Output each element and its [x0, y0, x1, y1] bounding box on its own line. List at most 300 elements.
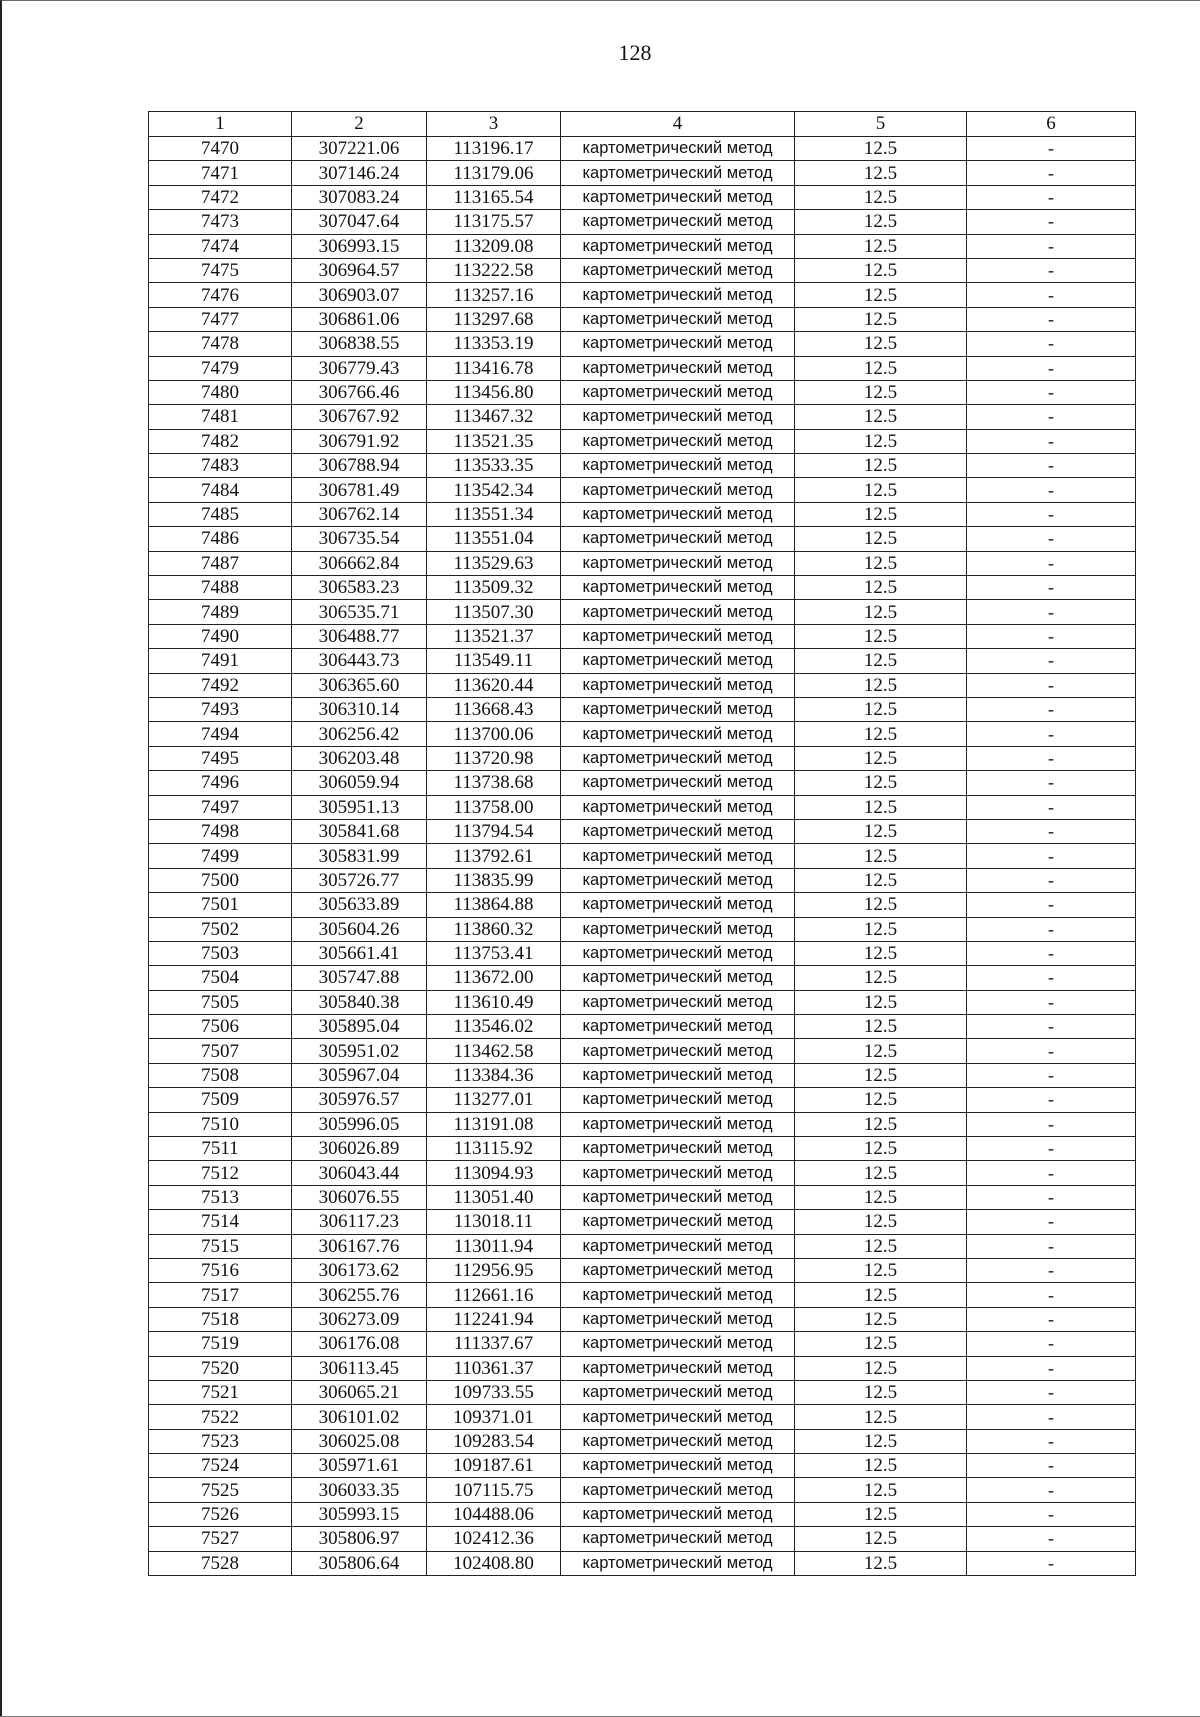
- note-cell: -: [967, 258, 1136, 282]
- x-coordinate-cell: 305604.26: [292, 917, 427, 941]
- y-coordinate-cell: 113507.30: [427, 600, 561, 624]
- method-cell: картометрический метод: [561, 1332, 795, 1356]
- table-row: [149, 1551, 1136, 1575]
- point-number-cell: 7495: [149, 746, 292, 770]
- method-cell: картометрический метод: [561, 673, 795, 697]
- table-row: [149, 1161, 1136, 1185]
- y-coordinate-cell: 113297.68: [427, 307, 561, 331]
- table-row: [149, 1405, 1136, 1429]
- accuracy-cell: 12.5: [795, 258, 967, 282]
- table-row: [149, 1039, 1136, 1063]
- method-cell: картометрический метод: [561, 722, 795, 746]
- y-coordinate-cell: 113018.11: [427, 1210, 561, 1234]
- note-cell: -: [967, 185, 1136, 209]
- table-row: [149, 673, 1136, 697]
- y-coordinate-cell: 113794.54: [427, 819, 561, 843]
- point-number-cell: 7478: [149, 332, 292, 356]
- note-cell: -: [967, 1527, 1136, 1551]
- table-row: [149, 185, 1136, 209]
- method-cell: картометрический метод: [561, 210, 795, 234]
- y-coordinate-cell: 113165.54: [427, 185, 561, 209]
- x-coordinate-cell: 306535.71: [292, 600, 427, 624]
- table-row: [149, 307, 1136, 331]
- y-coordinate-cell: 113467.32: [427, 405, 561, 429]
- note-cell: -: [967, 1502, 1136, 1526]
- method-cell: картометрический метод: [561, 137, 795, 161]
- note-cell: -: [967, 454, 1136, 478]
- x-coordinate-cell: 306273.09: [292, 1307, 427, 1331]
- table-row: [149, 990, 1136, 1014]
- x-coordinate-cell: 305633.89: [292, 893, 427, 917]
- accuracy-cell: 12.5: [795, 210, 967, 234]
- y-coordinate-cell: 113521.35: [427, 429, 561, 453]
- y-coordinate-cell: 113720.98: [427, 746, 561, 770]
- point-number-cell: 7512: [149, 1161, 292, 1185]
- note-cell: -: [967, 795, 1136, 819]
- method-cell: картометрический метод: [561, 1063, 795, 1087]
- accuracy-cell: 12.5: [795, 1307, 967, 1331]
- table-row: [149, 697, 1136, 721]
- accuracy-cell: 12.5: [795, 454, 967, 478]
- note-cell: -: [967, 1234, 1136, 1258]
- y-coordinate-cell: 113620.44: [427, 673, 561, 697]
- note-cell: -: [967, 332, 1136, 356]
- y-coordinate-cell: 113094.93: [427, 1161, 561, 1185]
- method-cell: картометрический метод: [561, 1137, 795, 1161]
- note-cell: -: [967, 1258, 1136, 1282]
- point-number-cell: 7471: [149, 161, 292, 185]
- x-coordinate-cell: 306861.06: [292, 307, 427, 331]
- note-cell: -: [967, 380, 1136, 404]
- table-row: [149, 1527, 1136, 1551]
- table-row: [149, 600, 1136, 624]
- table-row: [149, 1015, 1136, 1039]
- point-number-cell: 7513: [149, 1185, 292, 1209]
- x-coordinate-cell: 306173.62: [292, 1258, 427, 1282]
- method-cell: картометрический метод: [561, 1185, 795, 1209]
- note-cell: -: [967, 819, 1136, 843]
- accuracy-cell: 12.5: [795, 161, 967, 185]
- point-number-cell: 7496: [149, 771, 292, 795]
- note-cell: -: [967, 551, 1136, 575]
- accuracy-cell: 12.5: [795, 185, 967, 209]
- method-cell: картометрический метод: [561, 1405, 795, 1429]
- x-coordinate-cell: 307221.06: [292, 137, 427, 161]
- accuracy-cell: 12.5: [795, 1185, 967, 1209]
- table-row: [149, 283, 1136, 307]
- x-coordinate-cell: 305841.68: [292, 819, 427, 843]
- x-coordinate-cell: 305967.04: [292, 1063, 427, 1087]
- table-row: [149, 1063, 1136, 1087]
- table-row: [149, 1185, 1136, 1209]
- point-number-cell: 7470: [149, 137, 292, 161]
- note-cell: -: [967, 502, 1136, 526]
- coordinates-table: [148, 111, 1136, 1576]
- point-number-cell: 7499: [149, 844, 292, 868]
- table-row: [149, 1380, 1136, 1404]
- method-cell: картометрический метод: [561, 576, 795, 600]
- point-number-cell: 7472: [149, 185, 292, 209]
- method-cell: картометрический метод: [561, 478, 795, 502]
- point-number-cell: 7494: [149, 722, 292, 746]
- x-coordinate-cell: 305747.88: [292, 966, 427, 990]
- y-coordinate-cell: 109733.55: [427, 1380, 561, 1404]
- point-number-cell: 7503: [149, 941, 292, 965]
- note-cell: -: [967, 307, 1136, 331]
- point-number-cell: 7488: [149, 576, 292, 600]
- point-number-cell: 7501: [149, 893, 292, 917]
- note-cell: -: [967, 771, 1136, 795]
- y-coordinate-cell: 109371.01: [427, 1405, 561, 1429]
- accuracy-cell: 12.5: [795, 356, 967, 380]
- point-number-cell: 7492: [149, 673, 292, 697]
- x-coordinate-cell: 307146.24: [292, 161, 427, 185]
- accuracy-cell: 12.5: [795, 283, 967, 307]
- point-number-cell: 7483: [149, 454, 292, 478]
- note-cell: -: [967, 1039, 1136, 1063]
- y-coordinate-cell: 113668.43: [427, 697, 561, 721]
- table-header-row: [149, 112, 1136, 137]
- x-coordinate-cell: 306176.08: [292, 1332, 427, 1356]
- x-coordinate-cell: 306365.60: [292, 673, 427, 697]
- y-coordinate-cell: 113011.94: [427, 1234, 561, 1258]
- method-cell: картометрический метод: [561, 283, 795, 307]
- accuracy-cell: 12.5: [795, 1502, 967, 1526]
- x-coordinate-cell: 306735.54: [292, 527, 427, 551]
- column-header: 3: [427, 112, 561, 137]
- y-coordinate-cell: 113753.41: [427, 941, 561, 965]
- point-number-cell: 7498: [149, 819, 292, 843]
- method-cell: картометрический метод: [561, 1356, 795, 1380]
- x-coordinate-cell: 306766.46: [292, 380, 427, 404]
- method-cell: картометрический метод: [561, 1234, 795, 1258]
- table-row: [149, 478, 1136, 502]
- method-cell: картометрический метод: [561, 868, 795, 892]
- y-coordinate-cell: 113416.78: [427, 356, 561, 380]
- table-row: [149, 771, 1136, 795]
- note-cell: -: [967, 990, 1136, 1014]
- accuracy-cell: 12.5: [795, 576, 967, 600]
- accuracy-cell: 12.5: [795, 746, 967, 770]
- y-coordinate-cell: 113758.00: [427, 795, 561, 819]
- point-number-cell: 7518: [149, 1307, 292, 1331]
- table-row: [149, 454, 1136, 478]
- y-coordinate-cell: 102412.36: [427, 1527, 561, 1551]
- table-row: [149, 1332, 1136, 1356]
- x-coordinate-cell: 305996.05: [292, 1112, 427, 1136]
- accuracy-cell: 12.5: [795, 478, 967, 502]
- accuracy-cell: 12.5: [795, 844, 967, 868]
- column-header: 4: [561, 112, 795, 137]
- point-number-cell: 7520: [149, 1356, 292, 1380]
- point-number-cell: 7508: [149, 1063, 292, 1087]
- y-coordinate-cell: 112956.95: [427, 1258, 561, 1282]
- table-row: [149, 966, 1136, 990]
- accuracy-cell: 12.5: [795, 649, 967, 673]
- note-cell: -: [967, 1283, 1136, 1307]
- x-coordinate-cell: 306443.73: [292, 649, 427, 673]
- note-cell: -: [967, 478, 1136, 502]
- note-cell: -: [967, 1405, 1136, 1429]
- note-cell: -: [967, 1551, 1136, 1575]
- x-coordinate-cell: 305726.77: [292, 868, 427, 892]
- method-cell: картометрический метод: [561, 161, 795, 185]
- method-cell: картометрический метод: [561, 624, 795, 648]
- column-header: 5: [795, 112, 967, 137]
- method-cell: картометрический метод: [561, 600, 795, 624]
- point-number-cell: 7507: [149, 1039, 292, 1063]
- x-coordinate-cell: 306203.48: [292, 746, 427, 770]
- accuracy-cell: 12.5: [795, 429, 967, 453]
- accuracy-cell: 12.5: [795, 941, 967, 965]
- accuracy-cell: 12.5: [795, 1405, 967, 1429]
- point-number-cell: 7481: [149, 405, 292, 429]
- accuracy-cell: 12.5: [795, 1551, 967, 1575]
- x-coordinate-cell: 307083.24: [292, 185, 427, 209]
- table-row: [149, 1478, 1136, 1502]
- note-cell: -: [967, 1454, 1136, 1478]
- x-coordinate-cell: 306903.07: [292, 283, 427, 307]
- y-coordinate-cell: 113257.16: [427, 283, 561, 307]
- point-number-cell: 7511: [149, 1137, 292, 1161]
- column-header: 1: [149, 112, 292, 137]
- point-number-cell: 7477: [149, 307, 292, 331]
- method-cell: картометрический метод: [561, 405, 795, 429]
- x-coordinate-cell: 306838.55: [292, 332, 427, 356]
- note-cell: -: [967, 356, 1136, 380]
- x-coordinate-cell: 306101.02: [292, 1405, 427, 1429]
- point-number-cell: 7522: [149, 1405, 292, 1429]
- table-row: [149, 405, 1136, 429]
- y-coordinate-cell: 113864.88: [427, 893, 561, 917]
- x-coordinate-cell: 305806.64: [292, 1551, 427, 1575]
- note-cell: -: [967, 1015, 1136, 1039]
- x-coordinate-cell: 305831.99: [292, 844, 427, 868]
- x-coordinate-cell: 306117.23: [292, 1210, 427, 1234]
- table-row: [149, 527, 1136, 551]
- point-number-cell: 7504: [149, 966, 292, 990]
- point-number-cell: 7519: [149, 1332, 292, 1356]
- point-number-cell: 7497: [149, 795, 292, 819]
- table-row: [149, 1454, 1136, 1478]
- table-row: [149, 649, 1136, 673]
- x-coordinate-cell: 306255.76: [292, 1283, 427, 1307]
- y-coordinate-cell: 102408.80: [427, 1551, 561, 1575]
- accuracy-cell: 12.5: [795, 917, 967, 941]
- table-row: [149, 1502, 1136, 1526]
- x-coordinate-cell: 305971.61: [292, 1454, 427, 1478]
- note-cell: -: [967, 697, 1136, 721]
- y-coordinate-cell: 113700.06: [427, 722, 561, 746]
- accuracy-cell: 12.5: [795, 1429, 967, 1453]
- table-row: [149, 795, 1136, 819]
- note-cell: -: [967, 137, 1136, 161]
- table-row: [149, 234, 1136, 258]
- point-number-cell: 7474: [149, 234, 292, 258]
- table-row: [149, 868, 1136, 892]
- table-row: [149, 917, 1136, 941]
- point-number-cell: 7510: [149, 1112, 292, 1136]
- accuracy-cell: 12.5: [795, 1210, 967, 1234]
- method-cell: картометрический метод: [561, 1478, 795, 1502]
- method-cell: картометрический метод: [561, 917, 795, 941]
- x-coordinate-cell: 306076.55: [292, 1185, 427, 1209]
- accuracy-cell: 12.5: [795, 697, 967, 721]
- x-coordinate-cell: 306779.43: [292, 356, 427, 380]
- method-cell: картометрический метод: [561, 1429, 795, 1453]
- x-coordinate-cell: 306310.14: [292, 697, 427, 721]
- table-row: [149, 551, 1136, 575]
- y-coordinate-cell: 113462.58: [427, 1039, 561, 1063]
- table-row: [149, 210, 1136, 234]
- table-row: [149, 1234, 1136, 1258]
- method-cell: картометрический метод: [561, 1161, 795, 1185]
- table-row: [149, 380, 1136, 404]
- page-number: 128: [618, 40, 652, 65]
- table-row: [149, 1137, 1136, 1161]
- x-coordinate-cell: 306791.92: [292, 429, 427, 453]
- x-coordinate-cell: 305895.04: [292, 1015, 427, 1039]
- accuracy-cell: 12.5: [795, 868, 967, 892]
- y-coordinate-cell: 113196.17: [427, 137, 561, 161]
- y-coordinate-cell: 112241.94: [427, 1307, 561, 1331]
- note-cell: -: [967, 600, 1136, 624]
- x-coordinate-cell: 306065.21: [292, 1380, 427, 1404]
- x-coordinate-cell: 306488.77: [292, 624, 427, 648]
- table-row: [149, 356, 1136, 380]
- y-coordinate-cell: 109283.54: [427, 1429, 561, 1453]
- point-number-cell: 7516: [149, 1258, 292, 1282]
- table-row: [149, 746, 1136, 770]
- x-coordinate-cell: 306762.14: [292, 502, 427, 526]
- note-cell: -: [967, 893, 1136, 917]
- point-number-cell: 7505: [149, 990, 292, 1014]
- table-row: [149, 1307, 1136, 1331]
- note-cell: -: [967, 1137, 1136, 1161]
- method-cell: картометрический метод: [561, 1088, 795, 1112]
- point-number-cell: 7502: [149, 917, 292, 941]
- note-cell: -: [967, 624, 1136, 648]
- y-coordinate-cell: 113277.01: [427, 1088, 561, 1112]
- y-coordinate-cell: 112661.16: [427, 1283, 561, 1307]
- y-coordinate-cell: 113860.32: [427, 917, 561, 941]
- note-cell: -: [967, 576, 1136, 600]
- point-number-cell: 7506: [149, 1015, 292, 1039]
- note-cell: -: [967, 649, 1136, 673]
- point-number-cell: 7484: [149, 478, 292, 502]
- point-number-cell: 7485: [149, 502, 292, 526]
- note-cell: -: [967, 1478, 1136, 1502]
- y-coordinate-cell: 110361.37: [427, 1356, 561, 1380]
- x-coordinate-cell: 305993.15: [292, 1502, 427, 1526]
- accuracy-cell: 12.5: [795, 1356, 967, 1380]
- note-cell: -: [967, 1429, 1136, 1453]
- y-coordinate-cell: 107115.75: [427, 1478, 561, 1502]
- point-number-cell: 7528: [149, 1551, 292, 1575]
- point-number-cell: 7515: [149, 1234, 292, 1258]
- method-cell: картометрический метод: [561, 1502, 795, 1526]
- point-number-cell: 7489: [149, 600, 292, 624]
- point-number-cell: 7517: [149, 1283, 292, 1307]
- point-number-cell: 7524: [149, 1454, 292, 1478]
- y-coordinate-cell: 113549.11: [427, 649, 561, 673]
- note-cell: -: [967, 722, 1136, 746]
- method-cell: картометрический метод: [561, 697, 795, 721]
- y-coordinate-cell: 113521.37: [427, 624, 561, 648]
- accuracy-cell: 12.5: [795, 673, 967, 697]
- accuracy-cell: 12.5: [795, 1015, 967, 1039]
- y-coordinate-cell: 113835.99: [427, 868, 561, 892]
- note-cell: -: [967, 1185, 1136, 1209]
- x-coordinate-cell: 306059.94: [292, 771, 427, 795]
- x-coordinate-cell: 305976.57: [292, 1088, 427, 1112]
- method-cell: картометрический метод: [561, 1210, 795, 1234]
- accuracy-cell: 12.5: [795, 527, 967, 551]
- accuracy-cell: 12.5: [795, 1380, 967, 1404]
- note-cell: -: [967, 1307, 1136, 1331]
- y-coordinate-cell: 113384.36: [427, 1063, 561, 1087]
- y-coordinate-cell: 113533.35: [427, 454, 561, 478]
- method-cell: картометрический метод: [561, 1283, 795, 1307]
- method-cell: картометрический метод: [561, 551, 795, 575]
- method-cell: картометрический метод: [561, 380, 795, 404]
- method-cell: картометрический метод: [561, 1380, 795, 1404]
- table-row: [149, 1112, 1136, 1136]
- x-coordinate-cell: 305951.02: [292, 1039, 427, 1063]
- accuracy-cell: 12.5: [795, 1258, 967, 1282]
- note-cell: -: [967, 844, 1136, 868]
- column-header: 2: [292, 112, 427, 137]
- table-row: [149, 502, 1136, 526]
- note-cell: -: [967, 1210, 1136, 1234]
- y-coordinate-cell: 113792.61: [427, 844, 561, 868]
- note-cell: -: [967, 1063, 1136, 1087]
- table-row: [149, 941, 1136, 965]
- note-cell: -: [967, 283, 1136, 307]
- note-cell: -: [967, 429, 1136, 453]
- table-row: [149, 1258, 1136, 1282]
- y-coordinate-cell: 113353.19: [427, 332, 561, 356]
- point-number-cell: 7482: [149, 429, 292, 453]
- accuracy-cell: 12.5: [795, 137, 967, 161]
- x-coordinate-cell: 306043.44: [292, 1161, 427, 1185]
- method-cell: картометрический метод: [561, 356, 795, 380]
- y-coordinate-cell: 113551.04: [427, 527, 561, 551]
- method-cell: картометрический метод: [561, 795, 795, 819]
- table-row: [149, 844, 1136, 868]
- y-coordinate-cell: 113456.80: [427, 380, 561, 404]
- point-number-cell: 7475: [149, 258, 292, 282]
- point-number-cell: 7527: [149, 1527, 292, 1551]
- method-cell: картометрический метод: [561, 258, 795, 282]
- y-coordinate-cell: 113738.68: [427, 771, 561, 795]
- method-cell: картометрический метод: [561, 454, 795, 478]
- method-cell: картометрический метод: [561, 990, 795, 1014]
- note-cell: -: [967, 1356, 1136, 1380]
- y-coordinate-cell: 113551.34: [427, 502, 561, 526]
- note-cell: -: [967, 868, 1136, 892]
- table-row: [149, 161, 1136, 185]
- accuracy-cell: 12.5: [795, 234, 967, 258]
- table-row: [149, 1356, 1136, 1380]
- note-cell: -: [967, 966, 1136, 990]
- note-cell: -: [967, 1112, 1136, 1136]
- table-row: [149, 137, 1136, 161]
- x-coordinate-cell: 306767.92: [292, 405, 427, 429]
- method-cell: картометрический метод: [561, 307, 795, 331]
- note-cell: -: [967, 746, 1136, 770]
- y-coordinate-cell: 113672.00: [427, 966, 561, 990]
